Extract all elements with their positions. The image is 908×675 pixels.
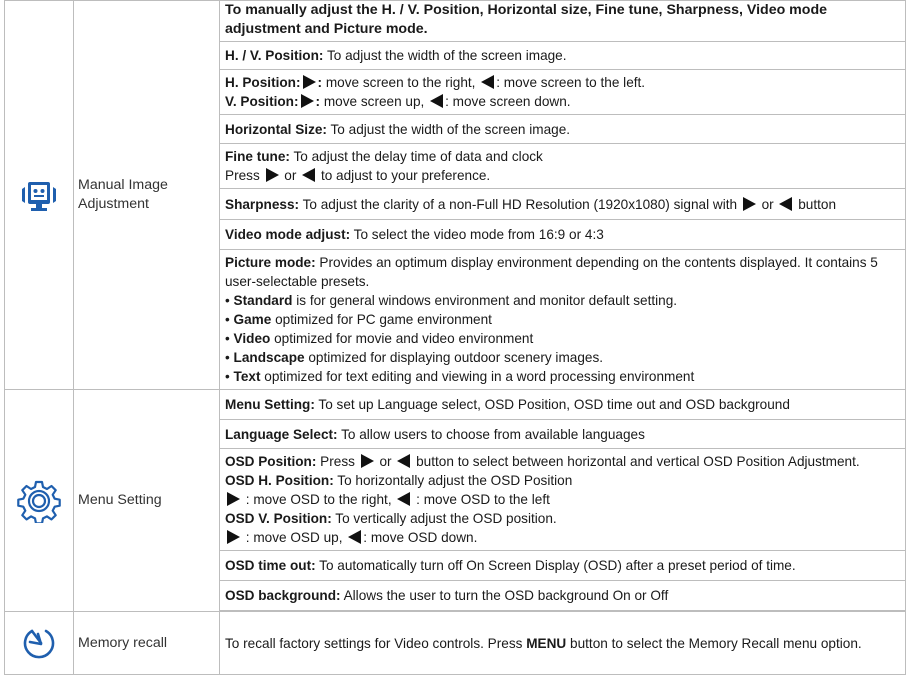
osd-v-position-term: OSD V. Position: (225, 511, 332, 526)
menu-icon-cell (5, 390, 74, 612)
recall-desc-pre: To recall factory settings for Video controls. Press (225, 635, 527, 651)
osd-background-row: OSD background: Allows the user to turn the OSD background On or Off (5, 581, 906, 611)
language-select-term: Language Select: (225, 426, 338, 442)
right-arrow-icon (266, 168, 279, 182)
left-arrow-icon (348, 530, 361, 544)
left-arrow-icon (397, 492, 410, 506)
osd-function-table (4, 0, 906, 675)
osd-background-term: OSD background: (225, 588, 341, 603)
right-arrow-icon (743, 197, 756, 211)
video-mode-row: Video mode adjust: To select the video mode from 16:9 or 4:3 (5, 220, 906, 250)
preset-item: • Text optimized for text editing and viewing in a word processing environment (225, 369, 695, 384)
menu-key-label: MENU (526, 635, 567, 651)
monitor-adjust-icon (5, 175, 73, 215)
left-arrow-icon (397, 454, 410, 468)
picture-mode-row: Picture mode: Provides an optimum display environment depending on the contents displayed. It contains 5 user-selectable presets. • Standard is for general windows environment and monitor default setting. • Game optimized for PC game environment • Video optimized for movie and video environment • Landscape optimized for displaying outdoor scenery images. • Text optimized for text editing and viewing in a word processing environment (5, 250, 906, 390)
left-arrow-icon (302, 168, 315, 182)
preset-item: • Landscape optimized for displaying outdoor scenery images. (225, 350, 604, 365)
recall-desc-post: button to select the Memory Recall menu option. (566, 635, 862, 651)
hv-direction-row: H. Position: : move screen to the right, : move screen to the left. V. Position: : move screen up, : move screen down. (5, 70, 906, 115)
fine-tune-row: Fine tune: To adjust the delay time of data and clock Press or to adjust to your preference. (5, 144, 906, 189)
preset-item: • Standard is for general windows environment and monitor default setting. (225, 293, 678, 308)
osd-position-row: OSD Position: Press or button to select between horizontal and vertical OSD Position Adjustment. OSD H. Position: To horizontally adjust the OSD Position : move OSD to the right, : move OSD to the left OSD V. Position: To vertically adjust the OSD position. : move OSD up, : move OSD down. (5, 449, 906, 551)
image-section-label: Manual Image Adjustment (74, 1, 220, 390)
right-arrow-icon (301, 94, 314, 108)
hv-position-term: H. / V. Position: (225, 48, 324, 63)
v-position-term: V. Position: (225, 94, 299, 109)
fine-tune-term: Fine tune: (225, 149, 290, 164)
sharpness-term: Sharpness: (225, 196, 300, 212)
osd-timeout-term: OSD time out: (225, 558, 316, 573)
osd-position-term: OSD Position: (225, 454, 317, 469)
osd-timeout-row: OSD time out: To automatically turn off On Screen Display (OSD) after a preset period of time. (5, 551, 906, 581)
right-arrow-icon (303, 75, 316, 89)
menu-section-label: Menu Setting (74, 390, 220, 612)
image-intro-text: To manually adjust the H. / V. Position, Horizontal size, Fine tune, Sharpness, Video mode adjustment and Picture mode. (220, 1, 906, 42)
hv-position-desc: To adjust the width of the screen image. (323, 48, 567, 63)
right-arrow-icon (361, 454, 374, 468)
video-mode-term: Video mode adjust: (225, 227, 351, 242)
right-arrow-icon (227, 530, 240, 544)
gear-icon (5, 479, 73, 523)
menu-setting-term: Menu Setting: (225, 397, 315, 412)
sharpness-row: Sharpness: To adjust the clarity of a non-Full HD Resolution (1920x1080) signal with or button (5, 189, 906, 220)
left-arrow-icon (481, 75, 494, 89)
language-select-row: Language Select: To allow users to choose from available languages (5, 420, 906, 449)
menu-setting-row: Menu Setting Menu Setting: To set up Language select, OSD Position, OSD time out and OSD background (5, 390, 906, 420)
osd-h-position-term: OSD H. Position: (225, 473, 334, 488)
right-arrow-icon (227, 492, 240, 506)
preset-item: • Game optimized for PC game environment (225, 312, 492, 327)
memory-recall-row (5, 612, 906, 675)
horizontal-size-row: Horizontal Size: To adjust the width of the screen image. (5, 115, 906, 144)
recall-section-label: Memory recall (74, 612, 220, 675)
recall-icon-cell (5, 612, 74, 675)
horizontal-size-term: Horizontal Size: (225, 121, 327, 137)
image-intro-row (5, 1, 906, 42)
left-arrow-icon (779, 197, 792, 211)
preset-item: • Video optimized for movie and video environment (225, 331, 534, 346)
recall-arrow-icon (5, 623, 73, 663)
picture-mode-term: Picture mode: (225, 255, 316, 270)
h-position-term: H. Position: (225, 75, 301, 90)
left-arrow-icon (430, 94, 443, 108)
image-icon-cell (5, 1, 74, 390)
